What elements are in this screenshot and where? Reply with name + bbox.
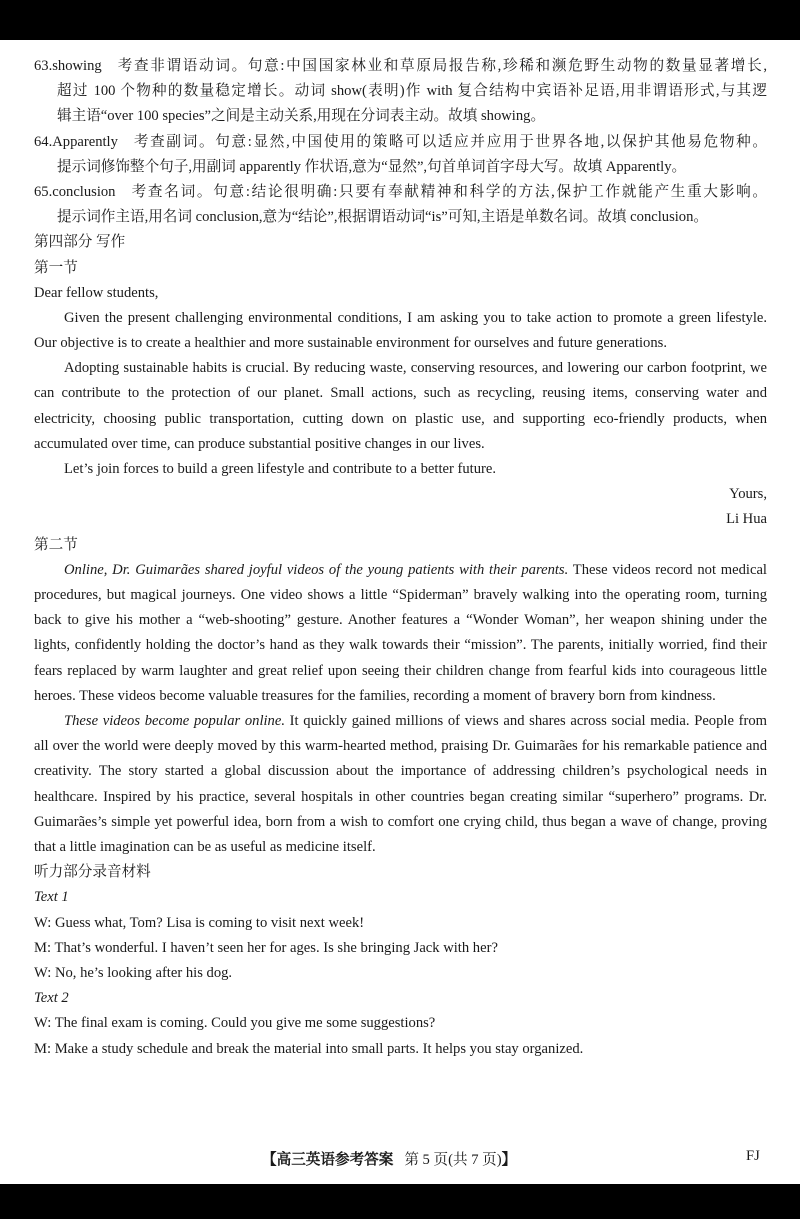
dialogue-line: M: Make a study schedule and break the material into small parts. It helps you stay organized. xyxy=(34,1040,584,1057)
text-label: Text 2 xyxy=(34,990,69,1007)
answer-explanation: 考查非谓语动词。句意:中国国家林业和草原局报告称,珍稀和濒危野生动物的数量显著增长, xyxy=(117,58,767,74)
dialogue-line: M: That’s wonderful. I haven’t seen her for ages. Is she bringing Jack with her? xyxy=(34,939,498,956)
dialogue-line: W: No, he’s looking after his dog. xyxy=(34,965,233,982)
letter-paragraph: Adopting sustainable habits is crucial. By reducing waste, conserving resources, and lowering our carbon footprint, we can contribute to the protection of our planet. Small actions, such as recycling, reusing items, conserving water and electricity, choosing public transportation, cutting down on plastic use, and supporting eco-friendly products, when accumulated over time, can produce substantial positive changes in our lives. xyxy=(34,360,767,452)
letter-closing: Yours, xyxy=(729,486,767,503)
answer-explanation-cont: 超过 100 个物种的数量稳定增长。动词 show(表明)作 with 复合结构中宾语补足语,用非谓语形式,与其逻 xyxy=(57,83,767,100)
speaker: W xyxy=(34,914,48,931)
dialogue-line: W: The final exam is coming. Could you give me some suggestions? xyxy=(34,1015,436,1032)
answer-number: 64. xyxy=(34,133,53,150)
speaker: M xyxy=(34,1040,47,1057)
footer-region-code: FJ xyxy=(746,1148,760,1164)
story-paragraph xyxy=(34,558,767,709)
top-black-bar xyxy=(0,0,800,40)
speaker: W xyxy=(34,1015,48,1032)
answer-number: 63. xyxy=(34,58,53,74)
footer-doc-title: 【高三英语参考答案 xyxy=(262,1152,394,1168)
text-label: Text 1 xyxy=(34,889,69,906)
page-footer xyxy=(0,1148,800,1172)
subsection-heading-2: 第二节 xyxy=(34,536,78,553)
bottom-black-bar xyxy=(0,1184,800,1219)
answer-explanation: 考查副词。句意:显然,中国使用的策略可以适应并应用于世界各地,以保护其他易危物种。 xyxy=(133,133,767,150)
story-text: It quickly gained millions of views and shares across social media. People from all over the world were deeply moved by this warm-hearted method, praising Dr. Guimarães for his remarkable patience and creativity. The story started a global discussion about the importance of addressing children’s psychological needs in healthcare. Inspired by his practice, several hospitals in other countries began creating similar “superhero” programs. Dr. Guimarães’s simple yet powerful idea, born from a wish to comfort one crying child, thus began a wave of change, proving that a little imagination can be as useful as medicine itself. xyxy=(34,713,767,856)
letter-body xyxy=(34,306,767,482)
listening-text-1 xyxy=(34,885,767,986)
utterance: Guess what, Tom? Lisa is coming to visit next week! xyxy=(54,914,365,931)
given-lead-sentence: Online, Dr. Guimarães shared joyful videos of the young patients with their parents. xyxy=(64,561,569,578)
utterance: The final exam is coming. Could you give me some suggestions? xyxy=(54,1015,436,1032)
answer-64 xyxy=(34,130,767,180)
answer-explanation-cont: 提示词修饰整个句子,用副词 apparently 作状语,意为“显然”,句首单词首字母大写。故填 Apparently。 xyxy=(57,158,687,175)
answer-word: Apparently xyxy=(52,133,118,150)
continuation-writing xyxy=(34,558,767,860)
dialogue-line: W: Guess what, Tom? Lisa is coming to visit next week! xyxy=(34,914,365,931)
letter-signature: Li Hua xyxy=(726,511,767,528)
answer-explanation: 考查名词。句意:结论很明确:只要有奉献精神和科学的方法,保护工作就能产生重大影响。 xyxy=(131,183,767,200)
answer-63 xyxy=(34,54,767,130)
subsection-heading-1: 第一节 xyxy=(34,259,78,276)
listening-text-2 xyxy=(34,986,767,1062)
given-lead-sentence: These videos become popular online. xyxy=(64,713,285,730)
section-heading-writing: 第四部分 写作 xyxy=(34,234,126,251)
utterance: No, he’s looking after his dog. xyxy=(54,965,233,982)
utterance: Make a study schedule and break the material into small parts. It helps you stay organized. xyxy=(54,1040,584,1057)
letter-salutation: Dear fellow students, xyxy=(34,284,159,301)
section-heading-listening: 听力部分录音材料 xyxy=(34,864,151,881)
footer-title xyxy=(262,1148,516,1169)
letter-paragraph: Let’s join forces to build a green lifestyle and contribute to a better future. xyxy=(64,461,496,478)
letter-paragraph: Given the present challenging environmental conditions, I am asking you to take action to promote a green lifestyle. Our objective is to create a healthier and more sustainable environment for ourselves and future generations. xyxy=(34,309,767,352)
story-text: These videos record not medical procedures, but magical journeys. One video shows a little “Spiderman” bravely walking into the operating room, turning back to give his mother a “web-shooting” gesture. Another features a “Wonder Woman”, her weapon shining under the lights, confidently holding the doctor’s hand as they walk towards their “mission”. The parents, initially worried, find their fears replaced by warm laughter and great relief upon seeing their children change from fearful kids into courageous little heroes. These videos become valuable treasures for the families, recording a moment of bravery born from kindness. xyxy=(34,561,767,704)
speaker: M xyxy=(34,939,47,956)
speaker: W xyxy=(34,965,48,982)
footer-bracket: 】 xyxy=(501,1152,517,1168)
document-page xyxy=(0,40,800,1184)
answer-number: 65. xyxy=(34,183,53,200)
answer-word: showing xyxy=(52,58,102,74)
answer-word: conclusion xyxy=(52,183,116,200)
answer-65 xyxy=(34,180,767,230)
page-content xyxy=(34,54,767,1062)
story-paragraph xyxy=(34,709,767,860)
utterance: That’s wonderful. I haven’t seen her for ages. Is she bringing Jack with her? xyxy=(54,939,498,956)
answer-explanation-cont: 辑主语“over 100 species”之间是主动关系,用现在分词表主动。故填 showing。 xyxy=(57,108,546,125)
footer-page-number: 第 5 页(共 7 页) xyxy=(404,1152,502,1168)
answer-explanation-cont: 提示词作主语,用名词 conclusion,意为“结论”,根据谓语动词“is”可知,主语是单数名词。故填 conclusion。 xyxy=(57,209,708,226)
